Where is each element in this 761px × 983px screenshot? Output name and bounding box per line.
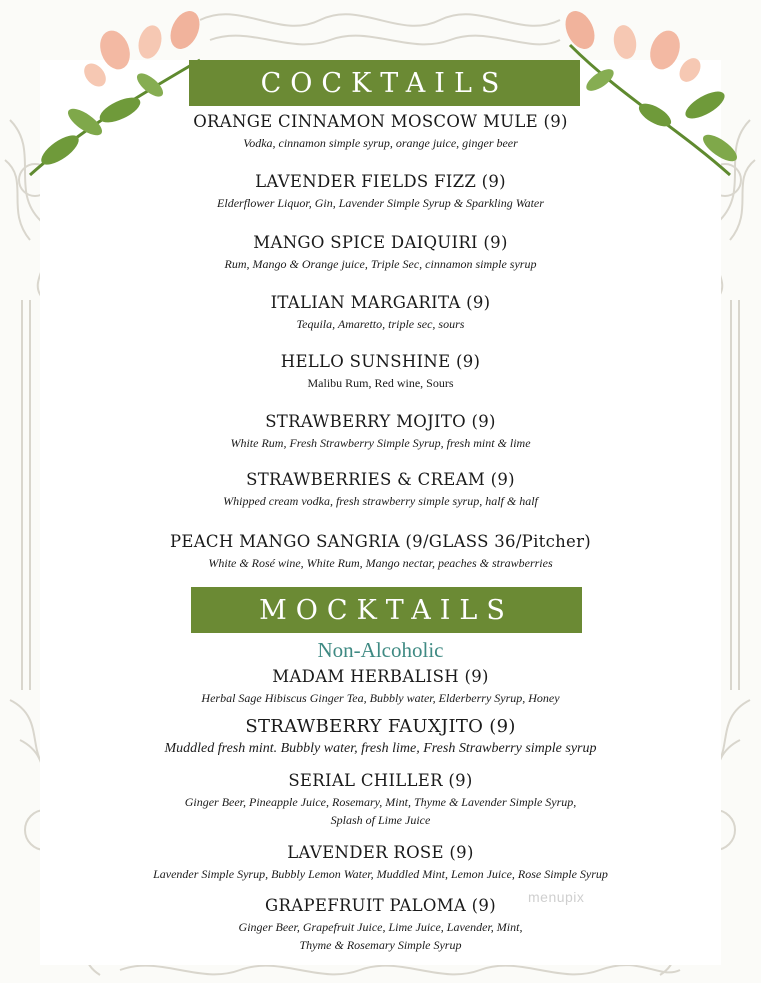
- item-description: Muddled fresh mint. Bubbly water, fresh lime, Fresh Strawberry simple syrup: [164, 741, 597, 756]
- menu-item: [60, 716, 701, 758]
- menu-item: [60, 172, 701, 212]
- menu-item: [60, 532, 701, 572]
- cocktails-banner: COCKTAILS: [189, 60, 580, 106]
- item-name: PEACH MANGO SANGRIA (9/GLASS 36/Pitcher): [169, 532, 592, 551]
- item-name: MADAM HERBALISH (9): [272, 667, 489, 686]
- mocktails-banner: MOCKTAILS: [191, 587, 582, 633]
- non-alcoholic-subheading: Non-Alcoholic: [317, 638, 444, 662]
- item-description: White Rum, Fresh Strawberry Simple Syrup, fresh mint & lime: [230, 436, 531, 450]
- item-name: LAVENDER ROSE (9): [287, 843, 474, 862]
- item-description: Lavender Simple Syrup, Bubbly Lemon Water, Muddled Mint, Lemon Juice, Rose Simple Syrup: [153, 867, 608, 881]
- item-description: Thyme & Rosemary Simple Syrup: [299, 938, 462, 952]
- item-name: GRAPEFRUIT PALOMA (9): [265, 896, 496, 915]
- item-description: White & Rosé wine, White Rum, Mango nectar, peaches & strawberries: [208, 556, 553, 570]
- item-name: ITALIAN MARGARITA (9): [270, 293, 491, 312]
- menu-item: [60, 352, 701, 392]
- item-description: Ginger Beer, Grapefruit Juice, Lime Juice, Lavender, Mint,: [238, 920, 523, 934]
- item-name: STRAWBERRY MOJITO (9): [265, 412, 496, 431]
- menu-item: [60, 233, 701, 273]
- item-description: Vodka, cinnamon simple syrup, orange juice, ginger beer: [243, 136, 518, 150]
- item-description: Rum, Mango & Orange juice, Triple Sec, cinnamon simple syrup: [224, 257, 537, 271]
- item-description: Herbal Sage Hibiscus Ginger Tea, Bubbly water, Elderberry Syrup, Honey: [201, 691, 560, 705]
- item-description: Ginger Beer, Pineapple Juice, Rosemary, Mint, Thyme & Lavender Simple Syrup,: [184, 795, 577, 809]
- watermark: menupix: [528, 889, 585, 905]
- item-description: Whipped cream vodka, fresh strawberry simple syrup, half & half: [223, 494, 538, 508]
- item-description: Splash of Lime Juice: [330, 813, 431, 827]
- item-description: Malibu Rum, Red wine, Sours: [307, 376, 454, 390]
- menu-item: [60, 667, 701, 707]
- item-name: SERIAL CHILLER (9): [288, 771, 473, 790]
- menu-item: [60, 771, 701, 829]
- item-description: Elderflower Liquor, Gin, Lavender Simple Syrup & Sparkling Water: [217, 196, 544, 210]
- menu-item: [60, 412, 701, 452]
- menu-item: [60, 112, 701, 152]
- item-name: MANGO SPICE DAIQUIRI (9): [253, 233, 508, 252]
- menu-item: [60, 293, 701, 333]
- item-name: HELLO SUNSHINE (9): [280, 352, 481, 371]
- menu-item: [60, 896, 701, 954]
- menu-item: [60, 843, 701, 883]
- item-name: ORANGE CINNAMON MOSCOW MULE (9): [193, 112, 568, 131]
- item-name: LAVENDER FIELDS FIZZ (9): [255, 172, 506, 191]
- menu-item: [60, 470, 701, 510]
- item-description: Tequila, Amaretto, triple sec, sours: [296, 317, 465, 331]
- item-name: STRAWBERRY FAUXJITO (9): [245, 716, 516, 737]
- item-name: STRAWBERRIES & CREAM (9): [246, 470, 515, 489]
